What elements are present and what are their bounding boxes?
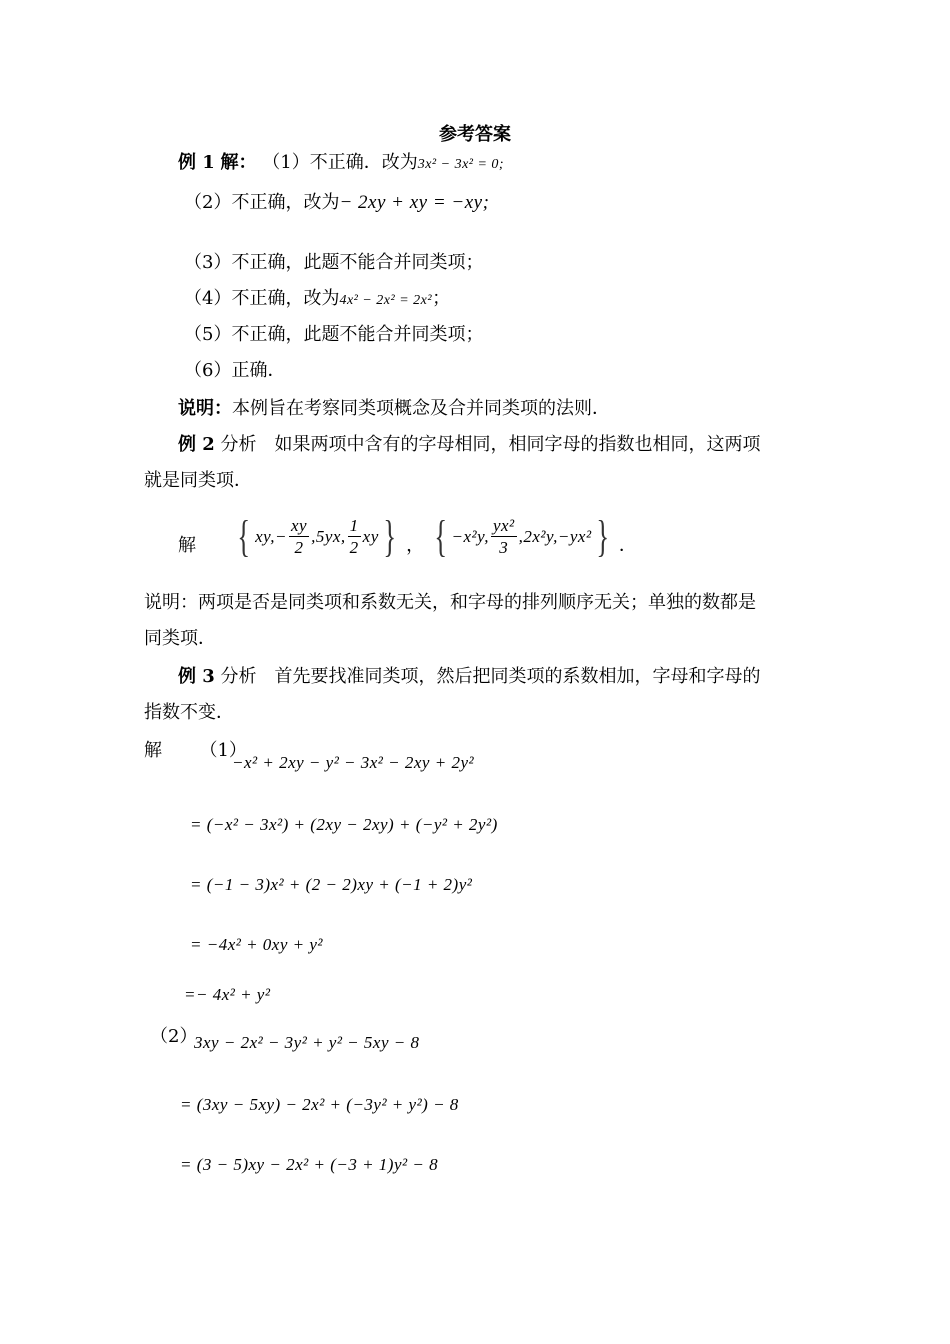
ex2-set-2 xyxy=(430,514,613,560)
ex2-note-line-2: 同类项． xyxy=(144,628,216,649)
ex1-l1-math: 3x² − 3x² = 0; xyxy=(417,157,505,172)
ex1-l2-text: （2）不正确，改为 xyxy=(184,192,340,213)
ex1-label: 例 1 xyxy=(178,152,215,173)
ex1-line-5: （5）不正确，此题不能合并同类项； xyxy=(184,324,484,345)
ex3-p1-step-0: −x² + 2xy − y² − 3x² − 2xy + 2y² xyxy=(232,753,475,772)
ex3-analysis-line xyxy=(178,664,761,690)
ex2-solve: 解 xyxy=(178,535,196,556)
ex3-p1-step-3: = −4x² + 0xy + y² xyxy=(190,935,324,954)
ex3-p1-step-1: = (−x² − 3x²) + (2xy − 2xy) + (−y² + 2y²) xyxy=(190,815,498,834)
ex3-analysis: 分析 首先要找准同类项，然后把同类项的系数相加，字母和字母的 xyxy=(220,666,761,687)
page-title: 参考答案 xyxy=(439,124,511,145)
set1-fraction-2 xyxy=(348,516,361,559)
ex2-set-1 xyxy=(233,514,400,560)
ex3-label: 例 3 xyxy=(178,666,215,687)
left-brace-icon: { xyxy=(434,512,448,561)
right-brace-icon: } xyxy=(595,512,609,561)
ex3-p2-step-0: 3xy − 2x² − 3y² + y² − 5xy − 8 xyxy=(194,1033,420,1052)
ex1-line-3: （3）不正确，此题不能合并同类项； xyxy=(184,252,484,273)
ex3-solve: 解 xyxy=(144,740,162,761)
set2-term-2: ,2x²y,−yx² xyxy=(518,527,592,546)
ex1-l4-math: 4x² − 2x² = 2x² xyxy=(339,293,433,308)
set1-f1-num: xy xyxy=(290,515,308,535)
set1-f2-den: 2 xyxy=(349,537,359,557)
ex3-analysis-line-2: 指数不变． xyxy=(144,702,234,723)
right-brace-icon: } xyxy=(383,512,397,561)
set1-term-1: xy,− xyxy=(255,527,287,546)
ex2-analysis-line xyxy=(178,432,761,458)
ex2-solution-line xyxy=(178,514,637,569)
ex2-label: 例 2 xyxy=(178,434,215,455)
left-brace-icon: { xyxy=(237,512,251,561)
ex1-line-4 xyxy=(184,286,450,314)
note1-label: 说明： xyxy=(178,398,232,419)
ex3-p1-step-4: =− 4x² + y² xyxy=(184,985,271,1004)
ex2-analysis-line-2: 就是同类项． xyxy=(144,470,252,491)
ex3-p1-label: （1） xyxy=(199,740,247,761)
set1-fraction-1 xyxy=(289,516,309,559)
ex1-line-1 xyxy=(178,150,504,178)
ex2-note-line-1: 说明：两项是否是同类项和系数无关，和字母的排列顺序无关；单独的数都是 xyxy=(144,592,756,613)
set2-f1-den: 3 xyxy=(499,537,509,557)
set2-f1-num: yx² xyxy=(492,515,515,535)
ex2-comma: ， xyxy=(406,535,425,556)
ex1-l4-end: ； xyxy=(432,288,451,309)
ex1-solve: 解： xyxy=(220,152,257,173)
ex3-p2-step-1: = (3xy − 5xy) − 2x² + (−3y² + y²) − 8 xyxy=(180,1095,459,1114)
ex1-l4-text: （4）不正确，改为 xyxy=(184,288,340,309)
set1-f1-den: 2 xyxy=(294,537,304,557)
set2-term-1: −x²y, xyxy=(451,527,489,546)
ex2-analysis: 分析 如果两项中含有的字母相同，相同字母的指数也相同，这两项 xyxy=(220,434,761,455)
ex3-p2-step-2: = (3 − 5)xy − 2x² + (−3 + 1)y² − 8 xyxy=(180,1155,439,1174)
ex1-l2-math: − 2xy + xy = −xy; xyxy=(339,192,490,213)
ex1-line-6: （6）正确． xyxy=(184,360,286,381)
ex1-line-2 xyxy=(184,190,489,216)
ex1-l1-text: （1）不正确．改为 xyxy=(262,152,418,173)
ex3-p1-step-2: = (−1 − 3)x² + (2 − 2)xy + (−1 + 2)y² xyxy=(190,875,473,894)
ex3-p2-label: （2） xyxy=(150,1026,198,1047)
note1-line xyxy=(178,396,610,422)
note1-text: 本例旨在考察同类项概念及合并同类项的法则． xyxy=(232,398,610,419)
ex2-end: ． xyxy=(618,535,637,556)
set2-fraction-1 xyxy=(491,516,517,559)
set1-term-3: xy xyxy=(362,527,379,546)
set1-f2-num: 1 xyxy=(349,515,359,535)
set1-term-2: ,5yx, xyxy=(311,527,346,546)
